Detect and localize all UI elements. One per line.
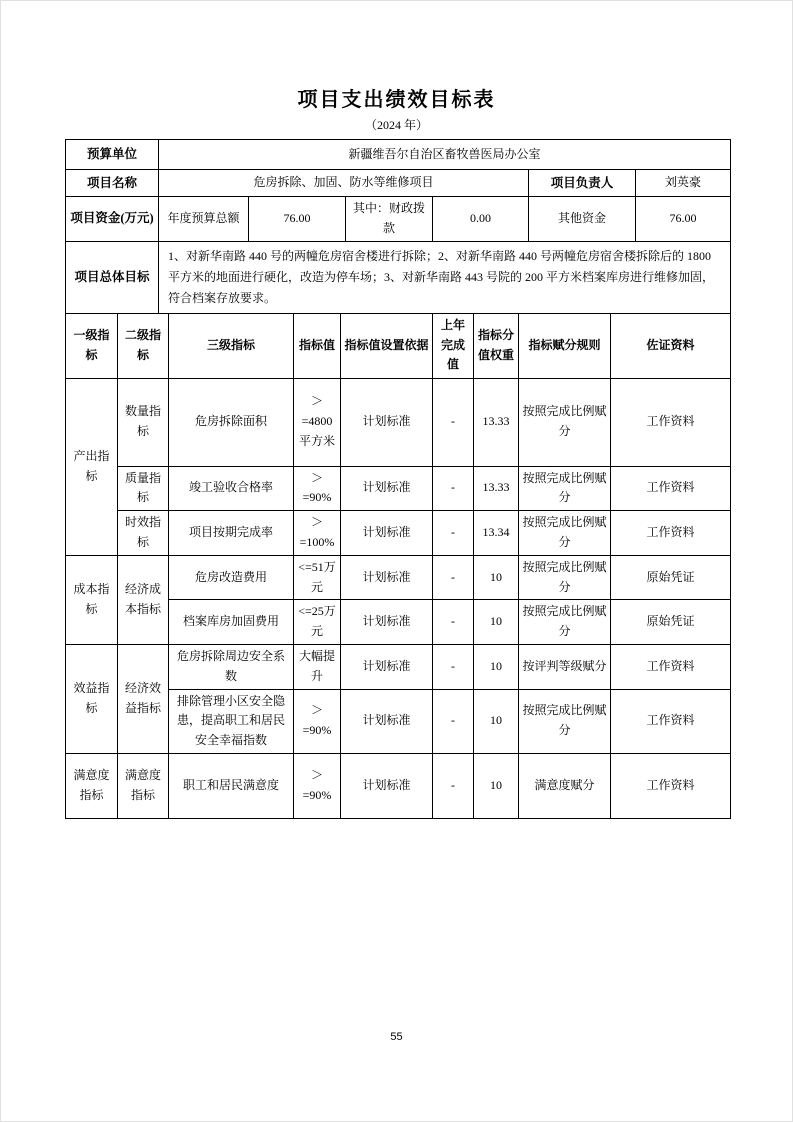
indicator-cell: 按照完成比例赋分 [519,511,611,556]
indicator-cell: 项目按期完成率 [169,511,294,556]
indicator-cell: 经济效益指标 [118,644,169,753]
budget-unit-label: 预算单位 [66,140,159,170]
overall-goal-row [66,241,731,313]
project-info-table [65,139,731,314]
page-subtitle: （2024 年） [364,118,428,132]
indicator-header-cell: 指标分值权重 [474,313,519,378]
other-funds-value: 76.00 [636,197,731,242]
cell-level1-cost: 成本指标 [66,555,118,644]
indicator-cell: ＞=4800平方米 [294,378,341,466]
indicator-cell: 工作资料 [611,753,731,818]
indicator-cell: 10 [474,644,519,689]
indicator-cell: 13.33 [474,378,519,466]
indicator-cell: - [433,466,474,511]
indicator-cell: 计划标准 [341,378,433,466]
indicator-cell: 计划标准 [341,466,433,511]
indicator-header-row [66,313,731,378]
indicator-row [66,753,731,818]
indicator-row [66,511,731,556]
indicator-header-cell: 指标值设置依据 [341,313,433,378]
indicator-cell: - [433,511,474,556]
indicator-row [66,466,731,511]
indicator-row [66,644,731,689]
cell-level1-benefit: 效益指标 [66,644,118,753]
cell-level1-satisfaction: 满意度指标 [66,753,118,818]
indicator-cell: 满意度指标 [118,753,169,818]
indicator-cell: ＞=90% [294,753,341,818]
indicator-cell: 危房改造费用 [169,555,294,600]
project-leader-value: 刘英豪 [636,170,731,197]
project-funds-label: 项目资金(万元) [66,197,159,242]
page-title: 项目支出绩效目标表 [297,89,496,111]
overall-goal-value: 1、对新华南路 440 号的两幢危房宿舍楼进行拆除；2、对新华南路 440 号两幢危房宿舍楼拆除后的 1800 平方米的地面进行硬化，改造为停车场；3、对新华南路 443 号院的 200 平方米档案库房进行维修加固，符合档案存放要求。 [159,241,731,313]
indicator-header-cell: 指标赋分规则 [519,313,611,378]
indicator-cell: - [433,600,474,645]
budget-unit-value: 新疆维吾尔自治区畜牧兽医局办公室 [159,140,731,170]
annual-total-value: 76.00 [249,197,346,242]
budget-unit-row [66,140,731,170]
indicator-cell: 大幅提升 [294,644,341,689]
indicator-cell: 工作资料 [611,689,731,753]
page-number: 55 [390,1031,403,1043]
indicator-header-cell: 二级指标 [118,313,169,378]
indicator-cell: 危房拆除面积 [169,378,294,466]
indicator-cell: 计划标准 [341,555,433,600]
project-name-label: 项目名称 [66,170,159,197]
indicator-header-cell: 上年完成值 [433,313,474,378]
indicator-cell: 竣工验收合格率 [169,466,294,511]
indicator-cell: <=25万元 [294,600,341,645]
indicator-cell: 工作资料 [611,511,731,556]
indicator-cell: - [433,644,474,689]
indicator-cell: 10 [474,600,519,645]
cell-level1-output: 产出指标 [66,378,118,555]
indicator-cell: 按评判等级赋分 [519,644,611,689]
other-funds-label: 其他资金 [529,197,636,242]
indicator-cell: 质量指标 [118,466,169,511]
indicator-table-body [66,378,731,818]
indicator-cell: - [433,753,474,818]
indicator-cell: - [433,555,474,600]
indicator-cell: 排除管理小区安全隐患，提高职工和居民安全幸福指数 [169,689,294,753]
indicator-cell: 工作资料 [611,644,731,689]
annual-total-label: 年度预算总额 [159,197,249,242]
indicator-header-cell: 一级指标 [66,313,118,378]
indicator-cell: 按照完成比例赋分 [519,689,611,753]
indicator-cell: 经济成本指标 [118,555,169,644]
project-name-value: 危房拆除、加固、防水等维修项目 [159,170,529,197]
tables-container [65,139,731,819]
indicator-cell: 计划标准 [341,753,433,818]
project-name-row [66,170,731,197]
indicator-cell: 按照完成比例赋分 [519,466,611,511]
indicator-cell: 13.33 [474,466,519,511]
indicator-cell: - [433,378,474,466]
indicator-cell: 原始凭证 [611,600,731,645]
indicator-cell: 满意度赋分 [519,753,611,818]
fiscal-allocation-value: 0.00 [433,197,529,242]
indicator-cell: - [433,689,474,753]
fiscal-allocation-label: 其中：财政拨款 [346,197,433,242]
indicator-cell: 计划标准 [341,600,433,645]
indicator-cell: 计划标准 [341,511,433,556]
indicator-cell: ＞=90% [294,466,341,511]
indicator-cell: 时效指标 [118,511,169,556]
indicator-cell: 工作资料 [611,378,731,466]
indicator-header-cell: 佐证资料 [611,313,731,378]
indicator-cell: 10 [474,689,519,753]
indicator-cell: 档案库房加固费用 [169,600,294,645]
indicator-row [66,555,731,600]
project-leader-label: 项目负责人 [529,170,636,197]
indicator-cell: 10 [474,753,519,818]
indicator-row [66,378,731,466]
project-funds-row [66,197,731,242]
indicator-cell: 工作资料 [611,466,731,511]
indicator-cell: 按照完成比例赋分 [519,378,611,466]
indicator-header-cell: 指标值 [294,313,341,378]
indicator-cell: ＞=100% [294,511,341,556]
indicator-cell: <=51万元 [294,555,341,600]
indicator-cell: ＞=90% [294,689,341,753]
indicator-table [65,313,731,819]
indicator-cell: 职工和居民满意度 [169,753,294,818]
indicator-cell: 10 [474,555,519,600]
indicator-cell: 13.34 [474,511,519,556]
indicator-cell: 原始凭证 [611,555,731,600]
overall-goal-label: 项目总体目标 [66,241,159,313]
indicator-cell: 数量指标 [118,378,169,466]
indicator-cell: 按照完成比例赋分 [519,555,611,600]
indicator-cell: 按照完成比例赋分 [519,600,611,645]
indicator-header-cell: 三级指标 [169,313,294,378]
indicator-cell: 计划标准 [341,689,433,753]
indicator-cell: 计划标准 [341,644,433,689]
indicator-cell: 危房拆除周边安全系数 [169,644,294,689]
